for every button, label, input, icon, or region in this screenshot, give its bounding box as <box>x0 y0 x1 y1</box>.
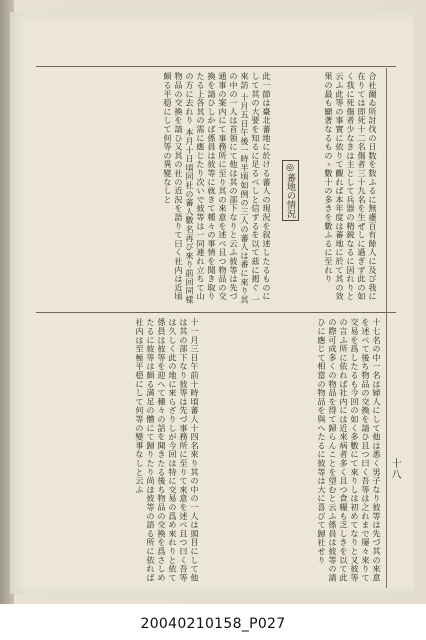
upper-left-text-block: 此一節は臺北蕃地に於ける蕃人の現況を叙述したるものにして其の大要を知るに足るべしと信ずるを以て茲に掲ぐ 一來訪 十月五日午後一時半頃如例の三人の蕃人は番に來り其の中の一人は首領にて他は其の部下なりと云ふ彼等は先づ通事の案内にて事務所に至り其の來意を述べ且つ物品の交換を請ひしかば係員は彼等に就きて種々の事情を聞き取りたる上各其の需に應じたり次いで彼等は一同連れ立ちて山の方に去れり 本月十日頃同社の蕃人數名再び來り前回同樣物品の交換を請ひ又其の社の近況を語りて曰く社内は近頃頗る平穏にして何等の異變なしと <box>163 72 272 305</box>
upper-right-text-block: 合社爾ゐ所討伐の日数を数ふるに無慮百有餘人に及び我に在りては即死十二名傷者三十九名を生ぜしに過ぎず此の如く我に死傷者少なきは主として兵器の精鋭なるに因れりと云ふ此等の事實に依りて觀れば本年度は蕃地に於て其の效果の最も顯著なるものゝ數十の多きを數ふるに至れり <box>324 72 378 301</box>
lower-right-text-block: 十七名の中一名は婦人にして他は悉く男子なり彼等は先づ其の來意を述べて後ち物品の交換を請ひ且つ曰く吾等は之れまで屡々來りて交易を爲したるも今回の如く多數にて來りしは初めてなりと又彼等の言ふ所に依れば社内には近來病者多く且つ食糧も乏しきを以て此の際可成多くの物品を得て歸らんことを望むと云ふ係員は彼等の請ひに應じて相當の物品を與へたるに彼等は大に喜びて歸社せり <box>317 318 382 582</box>
middle-rule <box>36 312 396 313</box>
document-page <box>10 12 414 594</box>
image-caption: 20040210158_P027 <box>140 616 286 632</box>
section-heading: ◎蕃地の情況 <box>282 160 299 221</box>
lower-left-text-block: 十一月三日午前十時頃蕃人十四名來り其の中の一人は頭目にして他は其の部下なり彼等は先づ事務所に至りて來意を述べ且つ曰く吾等は久しく此の地に來らざりしが今回は特に交易の爲め來れりと依て係員は彼等を迎へて種々の話を聞きたる後ち物品の交換を爲さしめたるに彼等は頗る満足の體にて歸りたり尚ほ彼等の語る所に依れば社内は至極平穏にして何等の變事なしと云ふ <box>135 318 200 582</box>
right-column-rule <box>386 68 387 588</box>
page-number: 十八 <box>389 458 400 480</box>
top-rule <box>36 66 396 67</box>
